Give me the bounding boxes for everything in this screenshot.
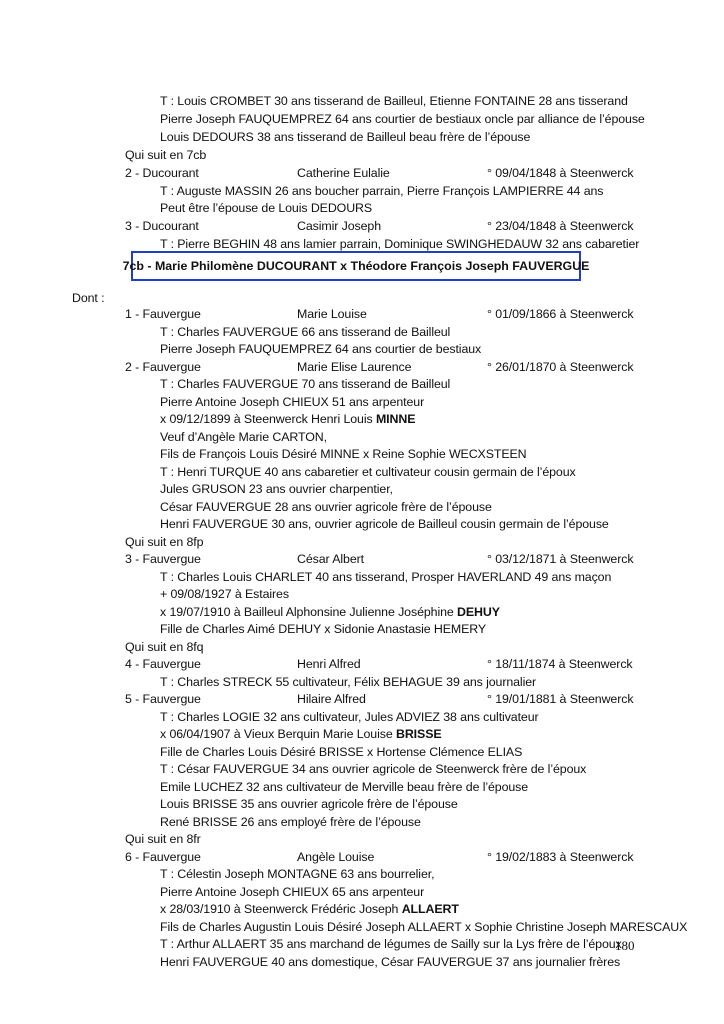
detail-text: T : Pierre BEGHIN 48 ans lamier parrain, Dominique SWINGHEDAUW 32 ans cabaretier: [160, 237, 640, 252]
detail-text: Veuf d’Angèle Marie CARTON,: [160, 429, 327, 444]
entry-given-names: Hilaire Alfred: [297, 692, 366, 706]
detail-text: x 19/07/1910 à Bailleul Alphonsine Julienne Joséphine: [160, 604, 458, 619]
detail-text: Pierre Joseph FAUQUEMPREZ 64 ans courtier de bestiaux oncle par alliance de l’épouse: [160, 111, 645, 126]
detail-text: César FAUVERGUE 28 ans ouvrier agricole frère de l’épouse: [160, 499, 492, 514]
detail-line: [160, 183, 603, 199]
detail-text: Jules GRUSON 23 ans ouvrier charpentier,: [160, 482, 393, 496]
detail-line: [160, 814, 421, 830]
detail-text: Qui suit en 7cb: [125, 147, 207, 162]
spouse-surname: DEHUY: [457, 604, 500, 619]
detail-text: T : Charles Louis CHARLET 40 ans tisserand, Prosper HAVERLAND 49 ans maçon: [160, 569, 612, 584]
entry-given-names: César Albert: [297, 552, 364, 566]
detail-line: [160, 394, 424, 410]
entry-birth: ° 19/02/1883 à Steenwerck: [487, 849, 634, 864]
entry-name: 2 - Ducourant: [125, 165, 199, 180]
detail-line: [160, 901, 459, 917]
detail-text: Fille de Charles Louis Désiré BRISSE x Hortense Clémence ELIAS: [160, 744, 523, 759]
detail-text: Louis BRISSE 35 ans ouvrier agricole frère de l’épouse: [160, 797, 458, 811]
detail-line: [160, 341, 481, 357]
entry-given-names: Marie Louise: [297, 307, 367, 321]
follow-reference: [125, 534, 203, 550]
detail-text: Pierre Antoine Joseph CHIEUX 65 ans arpenteur: [160, 884, 425, 899]
detail-line: [160, 446, 527, 462]
detail-line: [160, 866, 434, 882]
detail-text: T : Arthur ALLAERT 35 ans marchand de légumes de Sailly sur la Lys frère de l’époux: [160, 937, 622, 951]
entry-birth: ° 09/04/1848 à Steenwerck: [487, 165, 634, 180]
detail-text: T : Célestin Joseph MONTAGNE 63 ans bourrelier,: [160, 867, 435, 881]
detail-line: [160, 200, 372, 216]
detail-text: Pierre Antoine Joseph CHIEUX 51 ans arpenteur: [160, 394, 425, 409]
detail-line: [160, 884, 424, 900]
detail-line: [160, 604, 500, 620]
entry-name: 5 - Fauvergue: [125, 692, 201, 706]
detail-text: T : César FAUVERGUE 34 ans ouvrier agricole de Steenwerck frère de l’époux: [160, 762, 587, 776]
detail-text: T : Auguste MASSIN 26 ans boucher parrain, Pierre François LAMPIERRE 44 ans: [160, 183, 604, 198]
entry-birth: ° 19/01/1881 à Steenwerck: [487, 692, 634, 706]
detail-line: [160, 919, 687, 935]
entry-given-names: Angèle Louise: [297, 849, 375, 864]
follow-reference: [125, 831, 201, 847]
detail-line: [160, 709, 539, 725]
detail-text: Fille de Charles Aimé DEHUY x Sidonie Anastasie HEMERY: [160, 622, 487, 636]
detail-text: Emile LUCHEZ 32 ans cultivateur de Merville beau frère de l’épouse: [160, 779, 529, 794]
detail-line: [160, 569, 611, 585]
entry-given-names: Casimir Joseph: [297, 219, 381, 234]
detail-line: [160, 429, 327, 445]
entry-name: 3 - Ducourant: [125, 219, 199, 234]
page-number: 180: [615, 938, 635, 953]
entry-name: 4 - Fauvergue: [125, 657, 201, 671]
detail-text: T : Charles FAUVERGUE 70 ans tisserand de Bailleul: [160, 377, 451, 391]
entry-birth: ° 26/01/1870 à Steenwerck: [487, 359, 634, 374]
detail-line: [160, 464, 576, 480]
detail-line: [160, 796, 458, 812]
detail-line: [160, 779, 528, 795]
detail-line: [160, 674, 536, 690]
detail-line: [160, 236, 639, 252]
entry-given-names: Catherine Eulalie: [297, 165, 390, 180]
detail-text: T : Charles STRECK 55 cultivateur, Félix BEHAGUE 39 ans journalier: [160, 674, 537, 689]
dont-label: Dont :: [72, 291, 105, 305]
entry-name: 1 - Fauvergue: [125, 307, 201, 321]
detail-line: [160, 376, 450, 392]
entry-birth: ° 18/11/1874 à Steenwerck: [487, 657, 633, 671]
detail-line: [160, 516, 609, 532]
detail-text: x 06/04/1907 à Vieux Berquin Marie Louise: [160, 727, 396, 741]
detail-line: [160, 621, 486, 637]
entry-birth: ° 23/04/1848 à Steenwerck: [487, 219, 634, 234]
spouse-surname: MINNE: [375, 412, 416, 426]
detail-text: Henri FAUVERGUE 30 ans, ouvrier agricole de Bailleul cousin germain de l’épouse: [160, 517, 609, 531]
detail-line: [160, 761, 586, 777]
detail-text: x 09/12/1899 à Steenwerck Henri Louis: [160, 412, 376, 426]
entry-given-names: Henri Alfred: [297, 657, 361, 671]
detail-text: Qui suit en 8fp: [125, 534, 204, 549]
detail-text: René BRISSE 26 ans employé frère de l’épouse: [160, 814, 421, 829]
detail-text: T : Charles LOGIE 32 ans cultivateur, Jules ADVIEZ 38 ans cultivateur: [160, 709, 539, 724]
detail-line: [160, 129, 530, 145]
entry-name: 6 - Fauvergue: [125, 849, 201, 864]
detail-line: [160, 411, 415, 427]
detail-text: Qui suit en 8fq: [125, 639, 204, 654]
detail-text: + 09/08/1927 à Estaires: [160, 587, 289, 601]
entry-birth: ° 03/12/1871 à Steenwerck: [487, 552, 634, 566]
detail-text: T : Henri TURQUE 40 ans cabaretier et cultivateur cousin germain de l’époux: [160, 464, 576, 479]
spouse-surname: ALLAERT: [401, 902, 459, 916]
detail-text: T : Louis CROMBET 30 ans tisserand de Bailleul, Etienne FONTAINE 28 ans tisserand: [160, 94, 628, 108]
entry-name: 3 - Fauvergue: [125, 552, 201, 566]
detail-line: [160, 481, 393, 497]
family-heading-box: [122, 251, 590, 281]
detail-text: Fils de François Louis Désiré MINNE x Reine Sophie WECXSTEEN: [160, 447, 527, 461]
detail-text: Qui suit en 8fr: [125, 832, 201, 846]
follow-reference: [125, 147, 206, 163]
detail-line: [160, 936, 622, 952]
detail-text: Peut être l’épouse de Louis DEDOURS: [160, 201, 373, 216]
detail-line: [160, 954, 620, 970]
family-heading-title: 7cb - Marie Philomène DUCOURANT x Théodore François Joseph FAUVERGUE: [122, 259, 590, 273]
detail-text: Fils de Charles Augustin Louis Désiré Joseph ALLAERT x Sophie Christine Joseph MARESCAUX: [160, 919, 688, 934]
spouse-surname: BRISSE: [395, 727, 442, 741]
detail-text: x 28/03/1910 à Steenwerck Frédéric Joseph: [160, 902, 402, 916]
detail-line: [160, 586, 289, 602]
entry-birth: ° 01/09/1866 à Steenwerck: [487, 307, 634, 321]
detail-line: [160, 744, 522, 760]
detail-line: [160, 324, 450, 340]
follow-reference: [125, 639, 203, 655]
entry-given-names: Marie Elise Laurence: [297, 359, 412, 374]
detail-line: [160, 93, 628, 109]
entry-name: 2 - Fauvergue: [125, 359, 201, 374]
detail-line: [160, 499, 492, 515]
detail-text: T : Charles FAUVERGUE 66 ans tisserand de Bailleul: [160, 324, 451, 339]
detail-text: Pierre Joseph FAUQUEMPREZ 64 ans courtier de bestiaux: [160, 342, 482, 356]
detail-text: Henri FAUVERGUE 40 ans domestique, César FAUVERGUE 37 ans journalier frères: [160, 954, 621, 969]
detail-line: [160, 726, 442, 742]
detail-line: [160, 111, 645, 127]
detail-text: Louis DEDOURS 38 ans tisserand de Bailleul beau frère de l’épouse: [160, 129, 531, 144]
